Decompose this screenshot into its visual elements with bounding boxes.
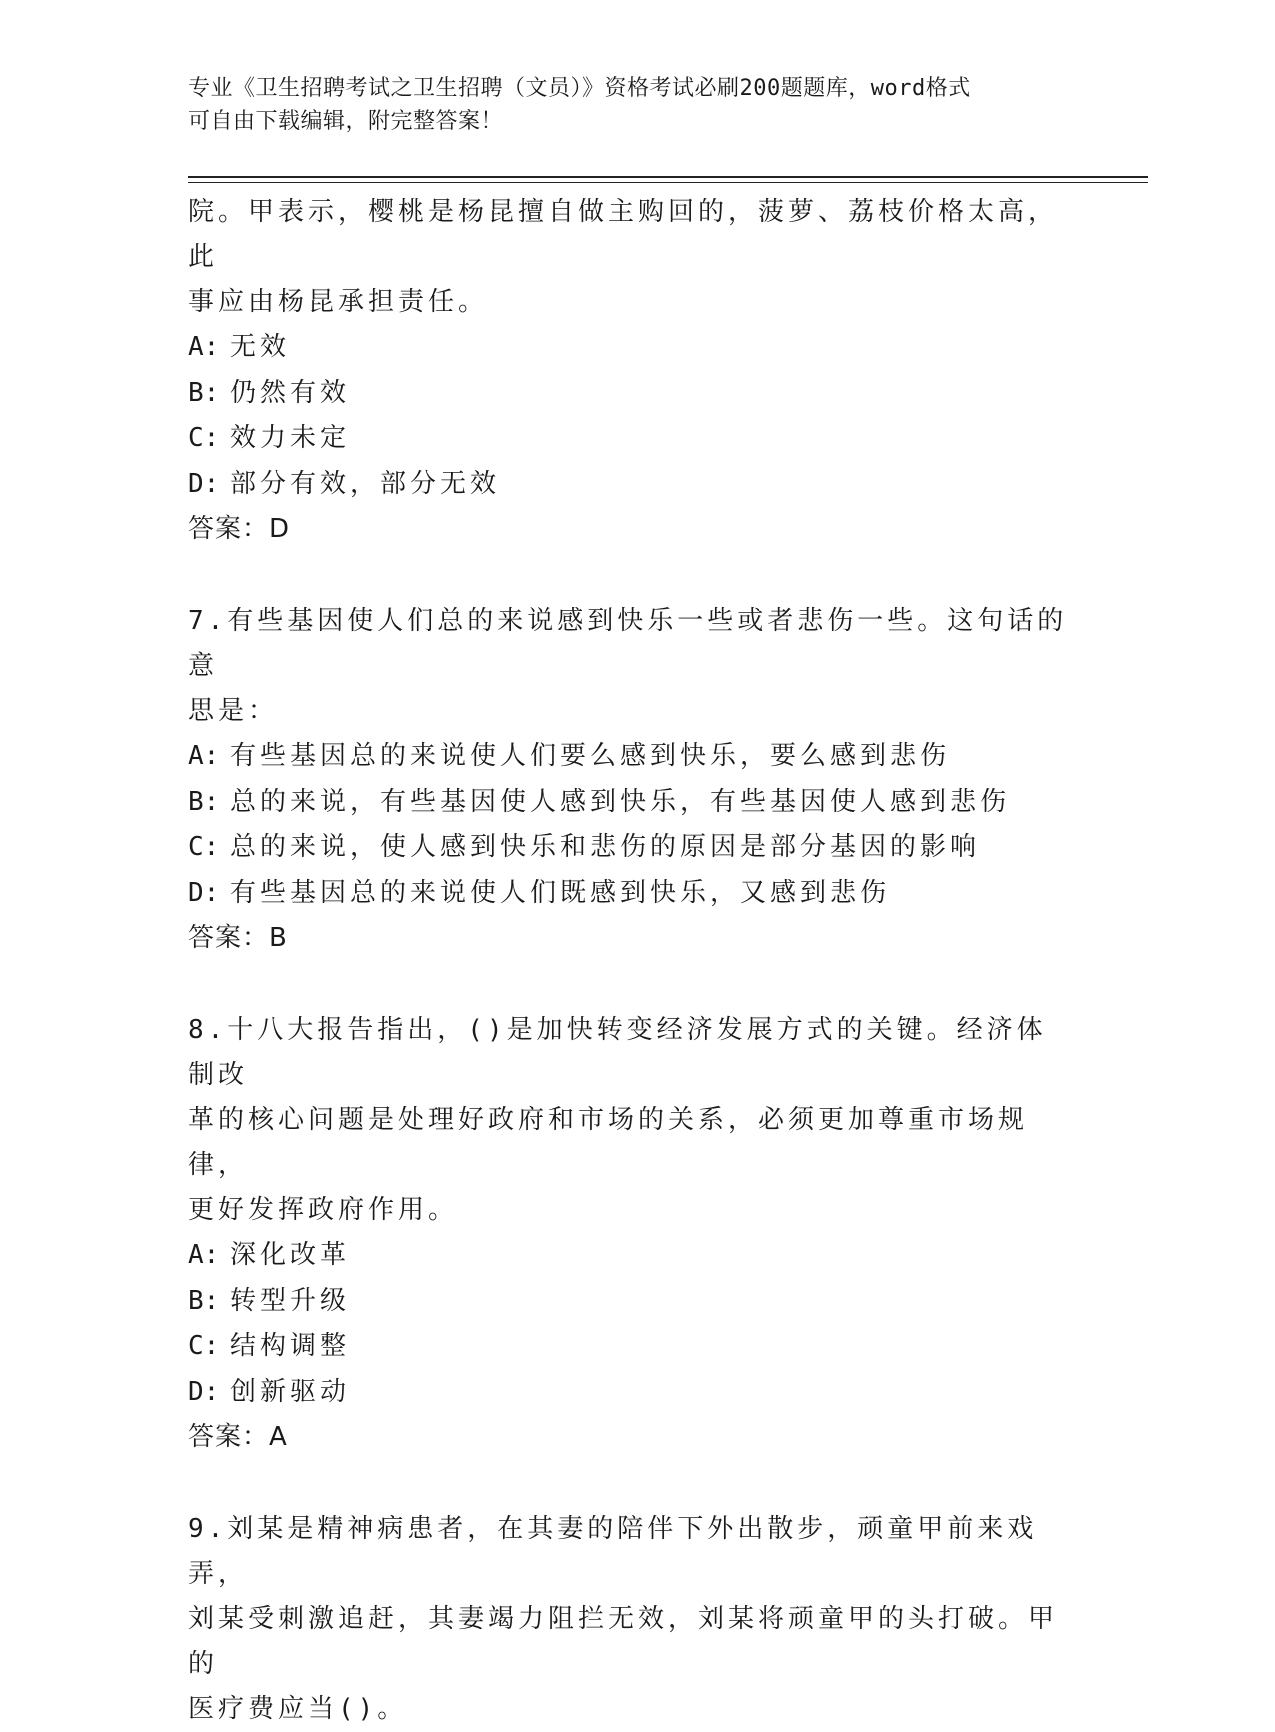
question-stem-line: 8.十八大报告指出，()是加快转变经济发展方式的关键。经济体制改 [188, 1015, 1047, 1090]
option-c [188, 1324, 1068, 1370]
option-b [188, 1279, 1068, 1325]
option-text: 有些基因总的来说使人们既感到快乐，又感到悲伤 [230, 877, 891, 908]
option-text: 总的来说，使人感到快乐和悲伤的原因是部分基因的影响 [230, 832, 981, 862]
header-divider-thin [188, 182, 1148, 183]
question-8 [188, 1008, 1068, 1460]
option-text: 创新驱动 [230, 1376, 351, 1407]
option-text: 仍然有效 [230, 377, 351, 408]
header-divider-thick [188, 176, 1148, 178]
option-d [188, 1370, 1068, 1416]
option-d [188, 462, 1068, 508]
option-text: 有些基因总的来说使人们要么感到快乐，要么感到悲伤 [230, 741, 951, 771]
question-stem-line: 刘某受刺激追赶，其妻竭力阻拦无效，刘某将顽童甲的头打破。甲的 [188, 1604, 1059, 1679]
option-label: B: [188, 377, 220, 408]
option-a [188, 734, 1068, 780]
spacer [188, 1460, 1068, 1507]
option-label: A: [188, 332, 220, 362]
option-text: 结构调整 [230, 1331, 351, 1361]
option-text: 深化改革 [230, 1240, 351, 1270]
question-stem-line: 思是： [188, 696, 279, 726]
header-line-1: 专业《卫生招聘考试之卫生招聘（文员）》资格考试必刷200题题库，word格式 [188, 76, 971, 101]
option-a [188, 325, 1068, 371]
option-label: A: [188, 1240, 220, 1270]
option-text: 无效 [230, 332, 291, 362]
question-stem-line: 9.刘某是精神病患者，在其妻的陪伴下外出散步，顽童甲前来戏弄， [188, 1514, 1038, 1589]
option-label: C: [188, 1331, 220, 1361]
answer-line: 答案：B [188, 923, 288, 953]
answer-line: 答案：D [188, 514, 291, 544]
option-c [188, 416, 1068, 462]
question-9 [188, 1507, 1068, 1732]
document-header [188, 72, 1068, 138]
option-b [188, 780, 1068, 826]
spacer [188, 552, 1068, 599]
option-text: 转型升级 [230, 1285, 351, 1316]
option-label: B: [188, 786, 220, 817]
option-text: 总的来说，有些基因使人感到快乐，有些基因使人感到悲伤 [230, 786, 1011, 817]
answer-line: 答案：A [188, 1422, 288, 1452]
option-d [188, 871, 1068, 917]
option-text: 部分有效，部分无效 [230, 468, 501, 499]
question-stem-line: 事应由杨昆承担责任。 [188, 287, 489, 317]
question-stem-line: 更好发挥政府作用。 [188, 1195, 459, 1225]
option-c [188, 825, 1068, 871]
option-label: B: [188, 1285, 220, 1316]
question-6 [188, 190, 1068, 552]
option-a [188, 1233, 1068, 1279]
question-7 [188, 599, 1068, 961]
option-label: D: [188, 1376, 220, 1407]
header-line-2: 可自由下载编辑，附完整答案！ [188, 109, 504, 134]
option-label: C: [188, 423, 220, 453]
option-text: 效力未定 [230, 423, 351, 453]
question-stem-line: 7.有些基因使人们总的来说感到快乐一些或者悲伤一些。这句话的意 [188, 606, 1068, 681]
question-list [188, 190, 1068, 1732]
question-stem-line: 革的核心问题是处理好政府和市场的关系，必须更加尊重市场规律， [188, 1105, 1029, 1180]
spacer [188, 961, 1068, 1008]
option-b [188, 371, 1068, 417]
option-label: D: [188, 468, 220, 499]
option-label: A: [188, 741, 220, 771]
question-stem-line: 院。甲表示，樱桃是杨昆擅自做主购回的，菠萝、荔枝价格太高，此 [188, 197, 1059, 272]
option-label: D: [188, 877, 220, 908]
question-stem-line: 医疗费应当()。 [188, 1694, 408, 1724]
option-label: C: [188, 832, 220, 862]
